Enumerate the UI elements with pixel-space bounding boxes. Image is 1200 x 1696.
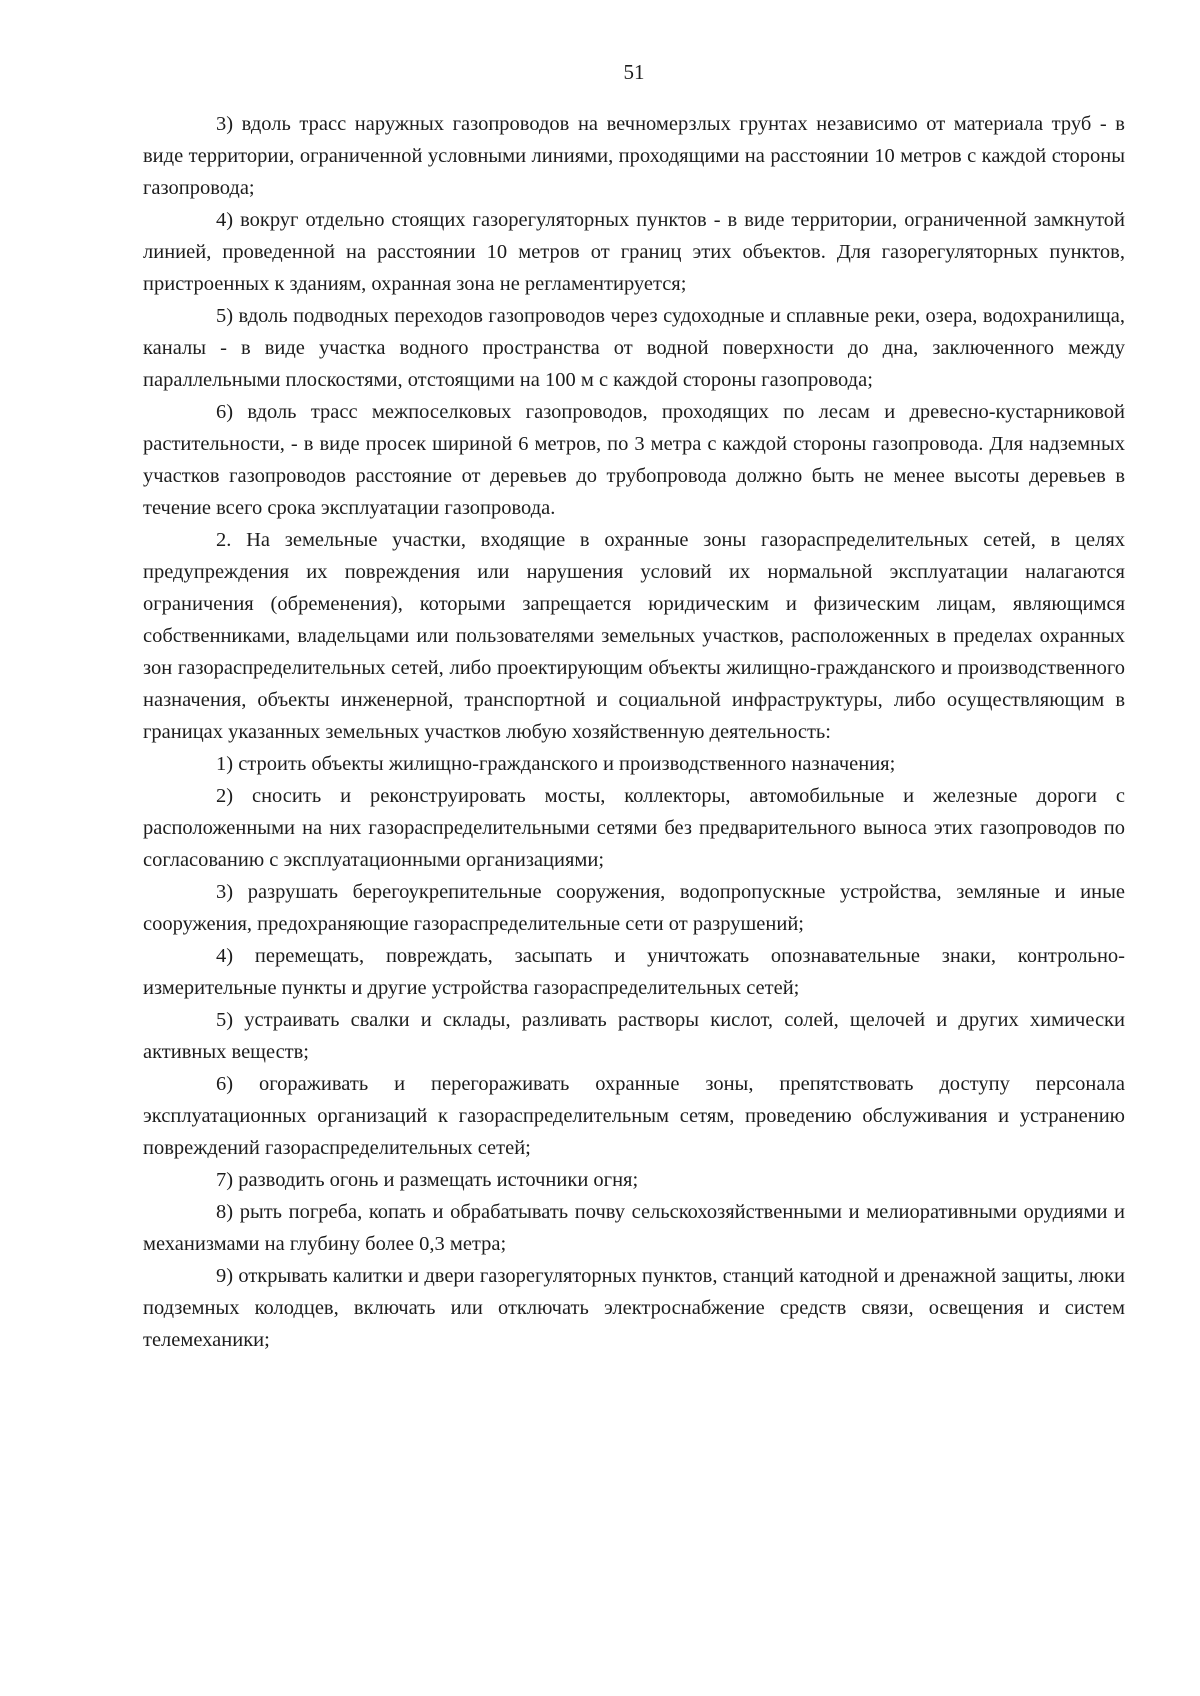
restriction-item-9: 9) открывать калитки и двери газорегуляторных пунктов, станций катодной и дренажной защиты, люки подземных колодцев, включать или отключать электроснабжение средств связи, освещения и систем телемеханики;: [143, 1265, 1125, 1351]
paragraph-section-2: 2. На земельные участки, входящие в охранные зоны газораспределительных сетей, в целях предупреждения их повреждения или нарушения условий их нормальной эксплуатации налагаются ограничения (обременения), которыми запрещается юридическим и физическим лицам, являющимся собственниками, владельцами или пользователями земельных участков, расположенных в пределах охранных зон газораспределительных сетей, либо проектирующим объекты жилищно-гражданского и производственного назначения, объекты инженерной, транспортной и социальной инфраструктуры, либо осуществляющим в границах указанных земельных участков любую хозяйственную деятельность:: [143, 529, 1125, 743]
restriction-item-1: 1) строить объекты жилищно-гражданского и производственного назначения;: [216, 753, 896, 775]
paragraph-item-5: 5) вдоль подводных переходов газопроводов через судоходные и сплавные реки, озера, водохранилища, каналы - в виде участка водного пространства от водной поверхности до дна, заключенного между параллельными плоскостями, отстоящими на 100 м с каждой стороны газопровода;: [143, 305, 1125, 391]
restriction-item-8: 8) рыть погреба, копать и обрабатывать почву сельскохозяйственными и мелиоративными орудиями и механизмами на глубину более 0,3 метра;: [143, 1201, 1125, 1255]
paragraph-item-4: 4) вокруг отдельно стоящих газорегуляторных пунктов - в виде территории, ограниченной замкнутой линией, проведенной на расстоянии 10 метров от границ этих объектов. Для газорегуляторных пунктов, пристроенных к зданиям, охранная зона не регламентируется;: [143, 209, 1125, 295]
restriction-item-3: 3) разрушать берегоукрепительные сооружения, водопропускные устройства, земляные и иные сооружения, предохраняющие газораспределительные сети от разрушений;: [143, 881, 1125, 935]
restriction-item-2: 2) сносить и реконструировать мосты, коллекторы, автомобильные и железные дороги с расположенными на них газораспределительными сетями без предварительного выноса этих газопроводов по согласованию с эксплуатационными организациями;: [143, 785, 1125, 871]
restriction-item-6: 6) огораживать и перегораживать охранные зоны, препятствовать доступу персонала эксплуатационных организаций к газораспределительным сетям, проведению обслуживания и устранению повреждений газораспределительных сетей;: [143, 1073, 1125, 1159]
restriction-item-4: 4) перемещать, повреждать, засыпать и уничтожать опознавательные знаки, контрольно-измерительные пункты и другие устройства газораспределительных сетей;: [143, 945, 1125, 999]
restriction-item-7: 7) разводить огонь и размещать источники огня;: [216, 1169, 639, 1191]
page-number: 51: [623, 60, 645, 84]
paragraph-item-6: 6) вдоль трасс межпоселковых газопроводов, проходящих по лесам и древесно-кустарниковой растительности, - в виде просек шириной 6 метров, по 3 метра с каждой стороны газопровода. Для надземных участков газопроводов расстояние от деревьев до трубопровода должно быть не менее высоты деревьев в течение всего срока эксплуатации газопровода.: [143, 401, 1125, 519]
paragraph-item-3: 3) вдоль трасс наружных газопроводов на вечномерзлых грунтах независимо от материала труб - в виде территории, ограниченной условными линиями, проходящими на расстоянии 10 метров с каждой стороны газопровода;: [143, 113, 1125, 199]
restriction-item-5: 5) устраивать свалки и склады, разливать растворы кислот, солей, щелочей и других химически активных веществ;: [143, 1009, 1125, 1063]
